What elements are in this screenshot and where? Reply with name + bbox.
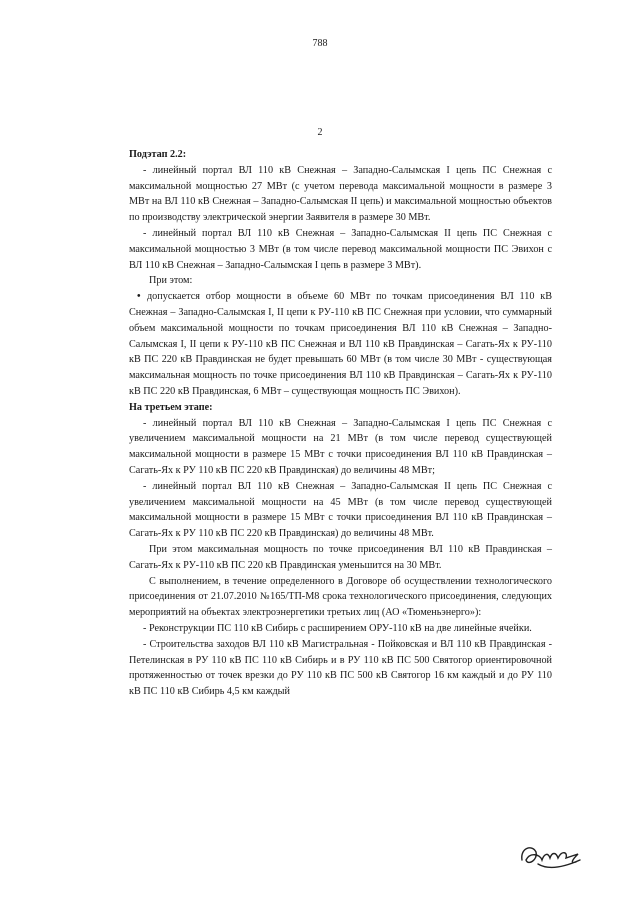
stage-3-item-2: - линейный портал ВЛ 110 кВ Снежная – Западно-Салымская II цепь ПС Снежная с увеличением максимальной мощности на 45 МВт (в том числе перевод существующей максимальной мощности в размере 15 МВт с точки присоединения ВЛ 110 кВ Правдинская – Сагать-Ях к РУ 110 кВ ПС 220 кВ Правдинская) до величины 48 МВт.: [129, 480, 552, 540]
bullet-icon: •: [137, 291, 141, 303]
stage-3-heading: На третьем этапе:: [129, 401, 213, 413]
signature-icon: [518, 830, 588, 880]
document-body: [129, 147, 552, 700]
execution-paragraph: С выполнением, в течение определенного в Договоре об осуществлении технологического присоединения от 21.07.2010 №165/ТП-М8 срока технологического присоединения, следующих мероприятий на объектах электроэнергетики третьих лиц (АО «Тюменьэнерго»):: [129, 575, 552, 619]
note-intro: При этом:: [149, 275, 193, 287]
substage-2-2-item-1: - линейный портал ВЛ 110 кВ Снежная – Западно-Салымская I цепь ПС Снежная с максимальной мощностью 27 МВт (с учетом перевода максимальной мощности в размере 3 МВт на ВЛ 110 кВ Снежная – Западно-Салымская II цепь) и максимальной мощностью объектов по производству электрической энергии Заявителя в размере 30 МВт.: [129, 164, 552, 224]
measure-1: - Реконструкции ПС 110 кВ Сибирь с расширением ОРУ-110 кВ на две линейные ячейки.: [143, 622, 532, 634]
inner-page-number: 2: [317, 127, 323, 138]
page-number: 788: [312, 38, 328, 49]
measure-2: - Строительства заходов ВЛ 110 кВ Магистральная - Пойковская и ВЛ 110 кВ Правдинская - Петелинская в РУ 110 кВ ПС 110 кВ Сибирь и в РУ 110 кВ ПС 500 Святогор ориентировочной протяженностью от точек врезки до РУ 110 кВ ПС 500 кВ Святогор 16 км каждый и до РУ 110 кВ ПС 110 кВ Сибирь 4,5 км каждый: [129, 638, 552, 698]
stage-3-note: При этом максимальная мощность по точке присоединения ВЛ 110 кВ Правдинская – Сагать-Ях к РУ-110 кВ ПС 220 кВ Правдинская уменьшится на 30 МВт.: [129, 543, 552, 571]
stage-3-item-1: - линейный портал ВЛ 110 кВ Снежная – Западно-Салымская I цепь ПС Снежная с увеличением максимальной мощности на 21 МВт (в том числе перевод существующей максимальной мощности в размере 15 МВт с точки присоединения ВЛ 110 кВ Правдинская – Сагать-Ях к РУ 110 кВ ПС 220 кВ Правдинская) до величины 48 МВт;: [129, 417, 552, 476]
substage-2-2-heading: Подэтап 2.2:: [129, 149, 187, 160]
note-bullet-text: допускается отбор мощности в объеме 60 МВт по точкам присоединения ВЛ 110 кВ Снежная – Западно-Салымская I, II цепи к РУ-110 кВ ПС Снежная при условии, что суммарный объем максимальной мощности по точкам присоединения ВЛ 110 кВ Снежная – Западно-Салымская I, II цепи к РУ-110 кВ ПС Снежная и ВЛ 110 кВ Правдинская – Сагать-Ях к РУ-110 кВ ПС 220 кВ Правдинская не будет превышать 60 МВт (в том числе 30 МВт - существующая максимальная мощность по точке присоединения ВЛ 110 кВ Правдинская – Сагать-Ях к РУ-110 кВ ПС 220 кВ Правдинская, 6 МВт – существующая мощность ПС Эвихон).: [129, 291, 552, 397]
note-bullet-item: [129, 289, 552, 400]
substage-2-2-item-2: - линейный портал ВЛ 110 кВ Снежная – Западно-Салымская II цепь ПС Снежная с максимальной мощностью 3 МВт (в том числе перевод максимальной мощности ПС Эвихон с ВЛ 110 кВ Снежная – Западно-Салымская I цепь в размере 3 МВт).: [129, 227, 552, 271]
